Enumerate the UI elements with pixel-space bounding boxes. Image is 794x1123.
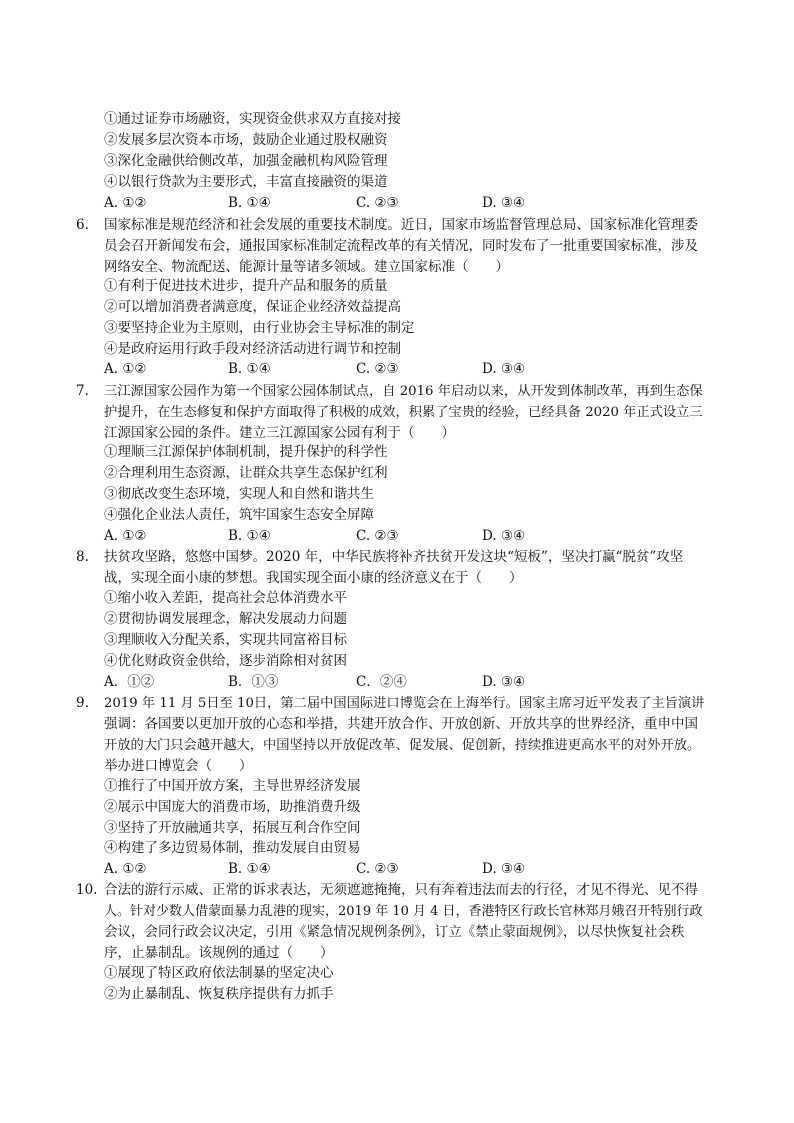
q8-choice-c: C．②④ [356,674,407,690]
q9-option-4: ④构建了多边贸易体制，推动发展自由贸易 [104,840,361,856]
q6-stem-line-1: 国家标准是规范经济和社会发展的重要技术制度。近日，国家市场监督管理总局、国家标准化管理委 [104,217,698,233]
q7-choice-d: D. ③④ [482,528,526,544]
q6-stem-line-3: 网络安全、物流配送、能源计量等诸多领域。建立国家标准（ ） [104,259,509,275]
q6-choice-a: A. ①② [104,361,147,377]
q6-choice-c: C. ②③ [356,361,399,377]
q5-choice-a: A. ①② [104,195,147,211]
q7-stem-line-3: 江源国家公园的条件。建立三江源国家公园有利于（ ） [104,425,455,441]
q5-choices [104,193,544,213]
q8-choice-b: B．①③ [228,674,279,690]
q10-stem-line-1: 合法的游行示威、正常的诉求表达，无须遮遮掩掩，只有奔着违法而去的行径，才见不得光、见不得 [104,882,698,898]
q6-stem-line-2: 员会召开新闻发布会，通报国家标准制定流程改革的有关情况，同时发布了一批重要国家标准，涉及 [104,238,698,254]
q7-stem-line-1: 三江源国家公园作为第一个国家公园体制试点，自 2016 年启动以来，从开发到体制改革，再到生态保 [104,384,703,399]
q5-option-1: ①通过证券市场融资，实现资金供求双方直接对接 [104,111,401,127]
q9-choice-c: C. ②③ [356,861,399,877]
q5-choice-b: B. ①④ [228,195,271,211]
q6-choice-b: B. ①④ [228,361,271,377]
q7-stem [104,381,708,444]
q7-option-2: ②合理利用生态资源，让群众共享生态保护红利 [104,465,388,481]
q9-choice-b: B. ①④ [228,861,271,877]
q7-choice-a: A. ①② [104,528,147,544]
q5-option-2: ②发展多层次资本市场，鼓励企业通过股权融资 [104,132,388,148]
q10-option-1: ①展现了特区政府依法制暴的坚定决心 [104,965,334,981]
q8-option-1: ①缩小收入差距，提高社会总体消费水平 [104,590,347,606]
q8-stem [104,547,708,589]
q6-choices [104,359,544,379]
q7-choice-c: C. ②③ [356,528,399,544]
q10-stem-line-2: 人。针对少数人借蒙面暴力乱港的现实，2019 年 10 月 4 日，香港特区行政长官林郑月娥召开特别行政 [104,904,703,919]
q10-stem-line-4: 序，止暴制乱。该规例的通过（ ） [104,945,334,961]
q7-choices [104,526,544,546]
q10-stem-line-3: 会议，会同行政会议决定，引用《紧急情况规例条例》，订立《禁止蒙面规例》，以尽快恢复社会秩 [104,924,685,940]
q6-stem [104,215,708,278]
q9-number: 9. [76,695,89,711]
q8-option-3: ③理顺收入分配关系，实现共同富裕目标 [104,632,347,648]
q9-stem-line-1: 2019 年 11 月 5日至 10日，第二届中国国际进口博览会在上海举行。国家主席习近平发表了主旨演讲 [104,696,705,711]
q8-number: 8. [76,549,89,565]
q9-choice-d: D. ③④ [482,861,526,877]
q9-stem [104,693,708,777]
q10-option-2: ②为止暴制乱、恢复秩序提供有力抓手 [104,986,334,1002]
q5-choice-c: C. ②③ [356,195,399,211]
q9-option-1: ①推行了中国开放方案，主导世界经济发展 [104,778,361,794]
q9-choices [104,859,544,879]
q8-option-4: ④优化财政资金供给，逐步消除相对贫困 [104,653,347,669]
q8-stem-line-1: 扶贫攻坚路，悠悠中国梦。2020 年，中华民族将补齐扶贫开发这块“短板”，坚决打赢“脱贫”攻坚 [104,549,684,565]
q6-option-1: ①有利于促进技术进步，提升产品和服务的质量 [104,278,388,294]
q5-option-3: ③深化金融供给侧改革，加强金融机构风险管理 [104,153,388,169]
q9-option-2: ②展示中国庞大的消费市场，助推消费升级 [104,799,361,815]
q8-choice-a: A．①② [104,674,155,690]
q8-choice-d: D. ③④ [482,674,526,690]
q9-option-3: ③坚持了开放融通共享，拓展互利合作空间 [104,820,361,836]
q7-option-1: ①理顺三江源保护体制机制，提升保护的科学性 [104,444,388,460]
q5-choice-d: D. ③④ [482,195,526,211]
q9-stem-line-4: 举办进口博览会（ ） [104,758,253,774]
q9-choice-a: A. ①② [104,861,147,877]
q8-stem-line-2: 战，实现全面小康的梦想。我国实现全面小康的经济意义在于（ ） [104,570,523,586]
q6-number: 6. [76,217,89,233]
q5-option-4: ④以银行贷款为主要形式，丰富直接融资的渠道 [104,174,388,190]
q7-stem-line-2: 护提升，在生态修复和保护方面取得了积极的成效，积累了宝贵的经验，已经具备 2020 年正式设立三 [104,405,703,420]
q6-choice-d: D. ③④ [482,361,526,377]
q7-option-3: ③彻底改变生态环境，实现人和自然和谐共生 [104,486,374,502]
q6-option-3: ③要坚持企业为主原则，由行业协会主导标准的制定 [104,320,415,336]
q10-number: 10. [76,882,98,898]
q7-choice-b: B. ①④ [228,528,271,544]
q6-option-4: ④是政府运用行政手段对经济活动进行调节和控制 [104,341,401,357]
q9-stem-line-2: 强调：各国要以更加开放的心态和举措，共建开放合作、开放创新、开放共享的世界经济，重申中国 [104,716,698,732]
q7-number: 7. [76,383,89,399]
q9-stem-line-3: 开放的大门只会越开越大，中国坚持以开放促改革、促发展、促创新，持续推进更高水平的对外开放。 [104,738,701,753]
q8-option-2: ②贯彻协调发展理念，解决发展动力问题 [104,611,347,627]
q7-option-4: ④强化企业法人责任，筑牢国家生态安全屏障 [104,507,374,523]
q8-choices [104,672,544,692]
q6-option-2: ②可以增加消费者满意度，保证企业经济效益提高 [104,299,401,315]
q10-stem [104,880,708,964]
